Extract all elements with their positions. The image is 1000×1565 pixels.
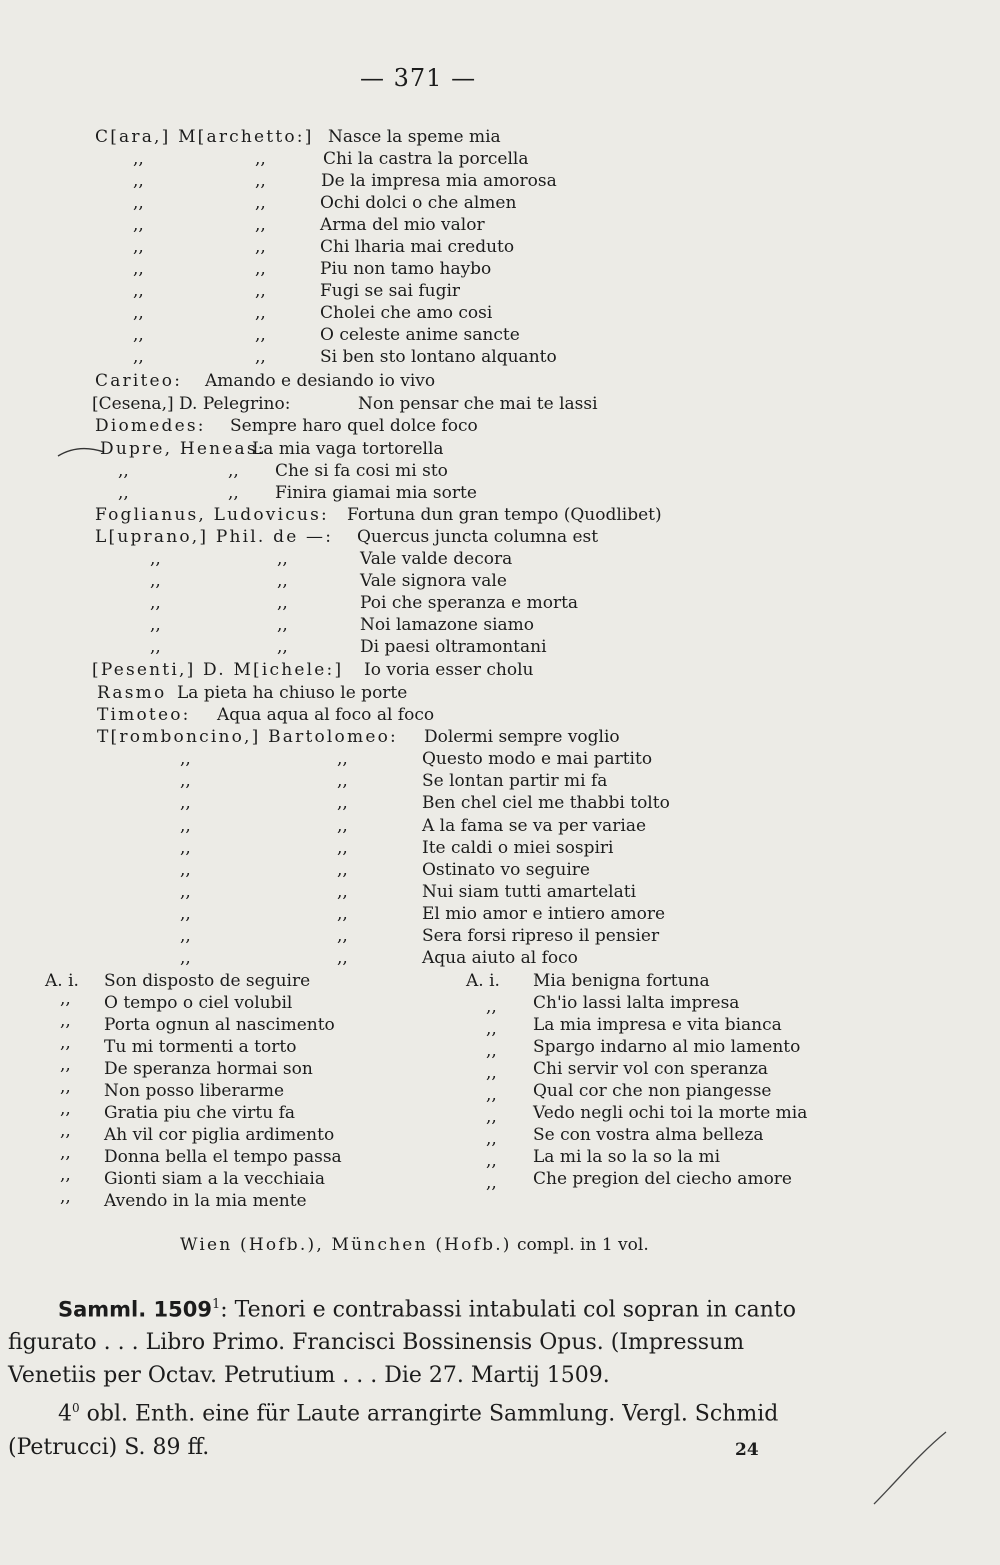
ditto-mark: ,, [180,771,191,791]
ai-left-item: Son disposto de seguire [104,971,311,991]
title: Cholei che amo cosi [320,303,493,323]
ditto-mark: ,, [133,149,144,169]
ditto-mark: ,, [337,904,348,924]
sammlung-line: figurato . . . Libro Primo. Francisci Bossinensis Opus. (Impressum [8,1330,745,1356]
title: La pieta ha chiuso le porte [177,683,408,703]
author: T[romboncino,] Bartolomeo: [97,727,398,747]
ditto-mark: ,, [60,1165,71,1185]
title: Vale valde decora [360,549,513,569]
ditto-mark: ,, [118,461,129,481]
title: Aqua aqua al foco al foco [217,705,435,725]
author: Diomedes: [95,416,206,436]
title: Nasce la speme mia [328,127,501,147]
ditto-mark: ,, [486,1107,497,1127]
ai-left-item: De speranza hormai son [104,1059,313,1079]
ditto-mark: ,, [228,483,239,503]
ditto-mark: ,, [60,1143,71,1163]
ai-left-item: Non posso liberarme [104,1081,285,1101]
ditto-mark: ,, [180,948,191,968]
ditto-mark: ,, [255,303,266,323]
title: A la fama se va per variae [422,816,647,836]
title: Sera forsi ripreso il pensier [422,926,660,946]
title: Chi la castra la porcella [323,149,529,169]
title: O celeste anime sancte [320,325,520,345]
ditto-mark: ,, [277,615,288,635]
author: Foglianus, Ludovicus: [95,505,329,525]
title: Nui siam tutti amartelati [422,882,637,902]
title: Fortuna dun gran tempo (Quodlibet) [347,505,662,525]
ditto-mark: ,, [486,1063,497,1083]
title: De la impresa mia amorosa [321,171,557,191]
ditto-mark: ,, [60,1055,71,1075]
ai-right-item: Vedo negli ochi toi la morte mia [533,1103,808,1123]
title: Che si fa cosi mi sto [275,461,448,481]
author: L[uprano,] Phil. de —: [95,527,334,547]
title: Poi che speranza e morta [360,593,579,613]
ditto-mark: ,, [337,926,348,946]
ditto-mark: ,, [277,637,288,657]
sammlung-line: Venetiis per Octav. Petrutium . . . Die 27. Martij 1509. [8,1363,610,1389]
title: Si ben sto lontano alquanto [320,347,557,367]
title: La mia vaga tortorella [252,439,444,459]
ai-label-right: A. i. [466,971,500,991]
author: Rasmo [97,683,167,703]
ditto-mark: ,, [337,882,348,902]
ditto-mark: ,, [486,1129,497,1149]
ai-left-item: Avendo in la mia mente [104,1191,307,1211]
ditto-mark: ,, [486,1173,497,1193]
title: Vale signora vale [360,571,507,591]
ditto-mark: ,, [180,904,191,924]
ditto-mark: ,, [180,816,191,836]
ai-left-item: Tu mi tormenti a torto [104,1037,297,1057]
ai-left-item: Porta ognun al nascimento [104,1015,335,1035]
author: [Cesena,] D. Pelegrino: [92,394,291,414]
ditto-mark: ,, [133,193,144,213]
ditto-mark: ,, [277,593,288,613]
author: [Pesenti,] D. M[ichele:] [92,660,344,680]
ditto-mark: ,, [486,1019,497,1039]
ditto-mark: ,, [486,997,497,1017]
ditto-mark: ,, [133,259,144,279]
ditto-mark: ,, [180,926,191,946]
author: Dupre, Heneas: [100,439,266,459]
title: Fugi se sai fugir [320,281,461,301]
ditto-mark: ,, [255,215,266,235]
ai-left-item: O tempo o ciel volubil [104,993,293,1013]
ai-right-item: Che pregion del ciecho amore [533,1169,792,1189]
sammlung-text: : Tenori e contrabassi intabulati col sopran in canto [220,1297,796,1323]
ditto-mark: ,, [255,281,266,301]
title: Ostinato vo seguire [422,860,590,880]
ditto-mark: ,, [180,860,191,880]
ditto-mark: ,, [255,325,266,345]
ai-left-item: Ah vil cor piglia ardimento [104,1125,335,1145]
ditto-mark: ,, [150,549,161,569]
sammlung-text: obl. Enth. eine für Laute arrangirte Sammlung. Vergl. Schmid [79,1401,779,1427]
ditto-mark: ,, [133,281,144,301]
sammlung-line [8,1288,868,1326]
ditto-mark: ,, [337,793,348,813]
title: Dolermi sempre voglio [424,727,620,747]
ditto-mark: ,, [255,347,266,367]
title: Sempre haro quel dolce foco [230,416,478,436]
title: Questo modo e mai partito [422,749,653,769]
title: Aqua aiuto al foco [422,948,578,968]
ditto-mark: ,, [60,1077,71,1097]
ditto-mark: ,, [228,461,239,481]
sammlung-entry [8,1288,868,1464]
author: Cariteo: [95,371,183,391]
ditto-mark: ,, [60,1011,71,1031]
ditto-mark: ,, [60,1099,71,1119]
degree-marker: 0 [72,1401,80,1416]
ditto-mark: ,, [486,1085,497,1105]
ditto-mark: ,, [486,1041,497,1061]
sammlung-line: (Petrucci) S. 89 ff. [8,1434,210,1460]
sammlung-line [8,1392,868,1430]
ditto-mark: ,, [60,1033,71,1053]
page-number: — 371 — [360,64,477,92]
ditto-mark: ,, [133,171,144,191]
title: Arma del mio valor [320,215,485,235]
ai-right-item: Se con vostra alma belleza [533,1125,764,1145]
ai-right-item: Chi servir vol con speranza [533,1059,769,1079]
ditto-mark: ,, [133,215,144,235]
sammlung-label: Samml. 1509 [58,1297,212,1322]
signature-mark: 24 [735,1440,759,1460]
title: Di paesi oltramontani [360,637,547,657]
ditto-mark: ,, [133,347,144,367]
ditto-mark: ,, [118,483,129,503]
ai-right-item: Spargo indarno al mio lamento [533,1037,801,1057]
title: Amando e desiando io vivo [205,371,436,391]
ditto-mark: ,, [337,860,348,880]
ai-label-left: A. i. [45,971,79,991]
format-number: 4 [58,1401,72,1427]
ditto-mark: ,, [255,237,266,257]
ai-left-item: Gratia piu che virtu fa [104,1103,296,1123]
author: Timoteo: [97,705,191,725]
ditto-mark: ,, [180,749,191,769]
ditto-mark: ,, [150,593,161,613]
ditto-mark: ,, [255,149,266,169]
library-note: compl. in 1 vol. [517,1235,649,1255]
ditto-mark: ,, [486,1151,497,1171]
title: Ben chel ciel me thabbi tolto [422,793,670,813]
title: Non pensar che mai te lassi [358,394,598,414]
title: Ochi dolci o che almen [320,193,517,213]
ditto-mark: ,, [150,637,161,657]
ditto-mark: ,, [255,171,266,191]
ditto-mark: ,, [337,816,348,836]
title: Chi lharia mai creduto [320,237,515,257]
author-cara: C[ara,] M[archetto:] [95,127,314,147]
title: Finira giamai mia sorte [275,483,477,503]
ditto-mark: ,, [337,749,348,769]
ditto-mark: ,, [133,237,144,257]
ditto-mark: ,, [337,838,348,858]
ai-right-item: La mi la so la so la mi [533,1147,720,1167]
ai-right-item: Ch'io lassi lalta impresa [533,993,740,1013]
ditto-mark: ,, [150,571,161,591]
ditto-mark: ,, [255,259,266,279]
pencil-stroke [870,1428,950,1508]
ai-right-item: Mia benigna fortuna [533,971,710,991]
title: Piu non tamo haybo [320,259,492,279]
ditto-mark: ,, [180,793,191,813]
ditto-mark: ,, [337,948,348,968]
library-cities: Wien (Hofb.), München (Hofb.) [180,1235,512,1255]
ditto-mark: ,, [180,838,191,858]
ai-right-item: La mia impresa e vita bianca [533,1015,782,1035]
title: Io voria esser cholu [364,660,534,680]
pencil-mark [56,444,106,460]
title: Noi lamazone siamo [360,615,535,635]
ditto-mark: ,, [133,303,144,323]
title: Se lontan partir mi fa [422,771,608,791]
ai-left-item: Gionti siam a la vecchiaia [104,1169,326,1189]
ditto-mark: ,, [150,615,161,635]
footnote-marker: 1 [212,1297,221,1312]
ditto-mark: ,, [277,549,288,569]
ai-left-item: Donna bella el tempo passa [104,1147,342,1167]
ditto-mark: ,, [60,1121,71,1141]
ditto-mark: ,, [255,193,266,213]
ditto-mark: ,, [180,882,191,902]
title: Ite caldi o miei sospiri [422,838,614,858]
ditto-mark: ,, [337,771,348,791]
ditto-mark: ,, [133,325,144,345]
ai-right-item: Qual cor che non piangesse [533,1081,772,1101]
ditto-mark: ,, [60,1187,71,1207]
title: Quercus juncta columna est [357,527,599,547]
ditto-mark: ,, [60,989,71,1009]
title: El mio amor e intiero amore [422,904,666,924]
library-holdings [180,1235,649,1255]
ditto-mark: ,, [277,571,288,591]
